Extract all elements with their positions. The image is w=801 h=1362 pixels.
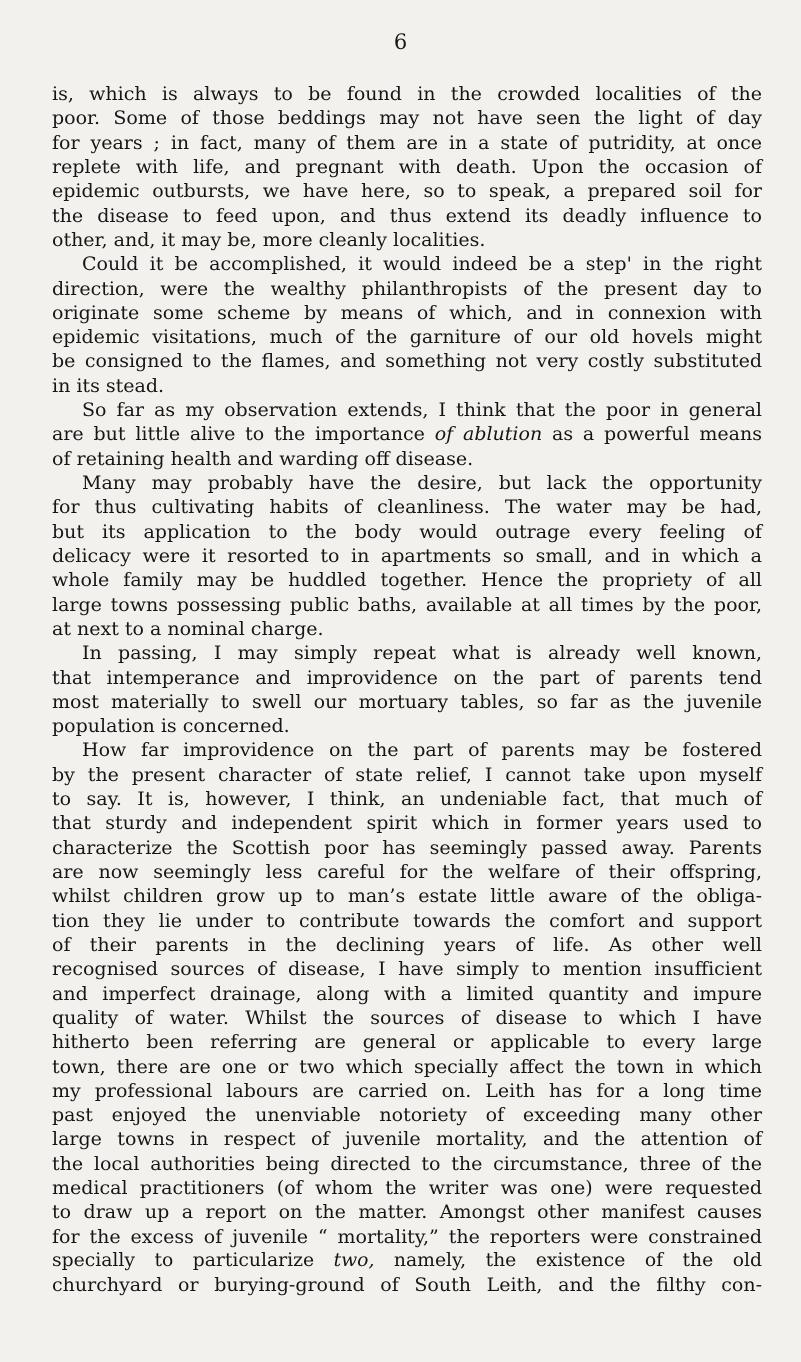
text-line xyxy=(52,933,762,957)
text-run: quality of water. Whilst the sources of disease to which I have xyxy=(52,1006,762,1029)
text-run: epidemic visitations, much of the garniture of our old hovels might xyxy=(52,326,762,349)
text-line xyxy=(52,228,762,252)
text-run: past enjoyed the unenviable notoriety of exceeding many other xyxy=(52,1104,762,1127)
text-line xyxy=(52,860,762,884)
text-run: characterize the Scottish poor has seemingly passed away. Parents xyxy=(52,836,762,859)
text-line xyxy=(52,1152,762,1176)
text-run: of their parents in the declining years of life. As other well xyxy=(52,933,762,956)
text-run: whole family may be huddled together. Hence the propriety of all xyxy=(52,569,762,592)
text-run: So far as my observation extends, I think that the poor in general xyxy=(82,399,762,422)
text-run: direction, were the wealthy philanthropists of the present day to xyxy=(52,277,762,300)
text-line xyxy=(52,1079,762,1103)
text-line xyxy=(52,1176,762,1200)
text-line xyxy=(52,1103,762,1127)
text-run: and imperfect drainage, along with a limited quantity and impure xyxy=(52,982,762,1005)
text-run: replete with life, and pregnant with death. Upon the occasion of xyxy=(52,155,762,178)
text-line xyxy=(52,1006,762,1030)
text-run: of retaining health and warding off disease. xyxy=(52,447,474,470)
text-run: to say. It is, however, I think, an undeniable fact, that much of xyxy=(52,788,762,811)
italic-text-run: of ablution xyxy=(434,423,543,446)
text-line xyxy=(52,325,762,349)
text-run: are but little alive to the importance xyxy=(52,423,435,446)
text-line xyxy=(52,909,762,933)
text-line xyxy=(52,520,762,544)
text-line xyxy=(52,593,762,617)
text-line xyxy=(52,106,762,130)
text-run: that sturdy and independent spirit which in former years used to xyxy=(52,812,762,835)
text-run: poor. Some of those beddings may not have seen the light of day xyxy=(52,107,762,130)
text-line xyxy=(52,447,762,471)
text-run: tion they lie under to contribute towards the comfort and support xyxy=(52,909,762,932)
text-line xyxy=(52,277,762,301)
text-run: the local authorities being directed to the circumstance, three of the xyxy=(52,1152,762,1175)
text-run: my professional labours are carried on. Leith has for a long time xyxy=(52,1079,762,1102)
body-text xyxy=(52,82,762,1298)
text-run: be consigned to the flames, and something not very costly substituted xyxy=(52,350,762,373)
text-line xyxy=(52,398,762,422)
text-run: as a powerful means xyxy=(542,423,762,446)
text-run: delicacy were it resorted to in apartments so small, and in which a xyxy=(52,544,762,567)
text-run: recognised sources of disease, I have simply to mention insufficient xyxy=(52,958,762,981)
text-line xyxy=(52,495,762,519)
text-line xyxy=(52,349,762,373)
text-line xyxy=(52,131,762,155)
text-line xyxy=(52,641,762,665)
text-run: large towns in respect of juvenile mortality, and the attention of xyxy=(52,1128,762,1151)
text-line xyxy=(52,374,762,398)
text-line xyxy=(52,568,762,592)
text-line xyxy=(52,204,762,228)
text-line xyxy=(52,763,762,787)
text-line xyxy=(52,1055,762,1079)
text-run: to draw up a report on the matter. Amongst other manifest causes xyxy=(52,1201,762,1224)
text-line xyxy=(52,690,762,714)
text-run: epidemic outbursts, we have here, so to speak, a prepared soil for xyxy=(52,180,762,203)
text-line xyxy=(52,82,762,106)
text-line xyxy=(52,714,762,738)
text-run: Many may probably have the desire, but lack the opportunity xyxy=(82,472,762,494)
text-line xyxy=(52,1200,762,1224)
text-run: whilst children grow up to man’s estate little aware of the obliga- xyxy=(52,885,762,908)
text-line xyxy=(52,957,762,981)
text-line xyxy=(52,1225,762,1249)
text-run: medical practitioners (of whom the writer was one) were requested xyxy=(52,1177,762,1200)
text-run: the disease to feed upon, and thus extend its deadly influence to xyxy=(52,204,762,227)
text-run: originate some scheme by means of which, and in connexion with xyxy=(52,301,762,324)
text-line xyxy=(52,884,762,908)
text-run: for the excess of juvenile “ mortality,” the reporters were constrained xyxy=(52,1225,762,1248)
text-run: namely, the existence of the old xyxy=(374,1250,762,1271)
text-line xyxy=(52,836,762,860)
text-run: in its stead. xyxy=(52,374,165,397)
page-number: 6 xyxy=(393,30,408,54)
text-run: hitherto been referring are general or applicable to every large xyxy=(52,1031,762,1054)
text-line xyxy=(52,1249,762,1273)
text-line xyxy=(52,982,762,1006)
text-run: most materially to swell our mortuary tables, so far as the juvenile xyxy=(52,690,762,713)
text-line xyxy=(52,301,762,325)
text-line xyxy=(52,252,762,276)
text-line xyxy=(52,471,762,495)
text-run: How far improvidence on the part of parents may be fostered xyxy=(82,739,762,762)
text-run: town, there are one or two which specially affect the town in which xyxy=(52,1055,762,1078)
text-line xyxy=(52,155,762,179)
text-run: is, which is always to be found in the crowded localities of the xyxy=(52,83,762,105)
text-run: that intemperance and improvidence on the part of parents tend xyxy=(52,666,762,689)
text-run: In passing, I may simply repeat what is already well known, xyxy=(82,642,762,665)
text-run: specially to particularize xyxy=(52,1250,334,1271)
text-run: are now seemingly less careful for the welfare of their offspring, xyxy=(52,861,762,883)
text-line xyxy=(52,617,762,641)
text-run: by the present character of state relief, I cannot take upon myself xyxy=(52,763,762,786)
text-line xyxy=(52,1273,762,1297)
text-line xyxy=(52,179,762,203)
text-line xyxy=(52,738,762,762)
text-line xyxy=(52,1030,762,1054)
text-line xyxy=(52,422,762,446)
text-run: large towns possessing public baths, available at all times by the poor, xyxy=(52,593,762,616)
text-line xyxy=(52,787,762,811)
text-run: for years ; in fact, many of them are in a state of putridity, at once xyxy=(52,131,762,154)
text-run: at next to a nominal charge. xyxy=(52,617,324,640)
text-run: other, and, it may be, more cleanly localities. xyxy=(52,228,486,251)
text-run: for thus cultivating habits of cleanliness. The water may be had, xyxy=(52,496,762,519)
text-run: but its application to the body would outrage every feeling of xyxy=(52,520,762,543)
text-run: population is concerned. xyxy=(52,715,290,738)
text-line xyxy=(52,1127,762,1151)
text-line xyxy=(52,544,762,568)
italic-text-run: two, xyxy=(333,1250,375,1271)
text-line xyxy=(52,666,762,690)
text-run: churchyard or burying-ground of South Leith, and the filthy con- xyxy=(52,1274,762,1297)
text-line xyxy=(52,811,762,835)
text-run: Could it be accomplished, it would indeed be a step' in the right xyxy=(82,253,762,276)
